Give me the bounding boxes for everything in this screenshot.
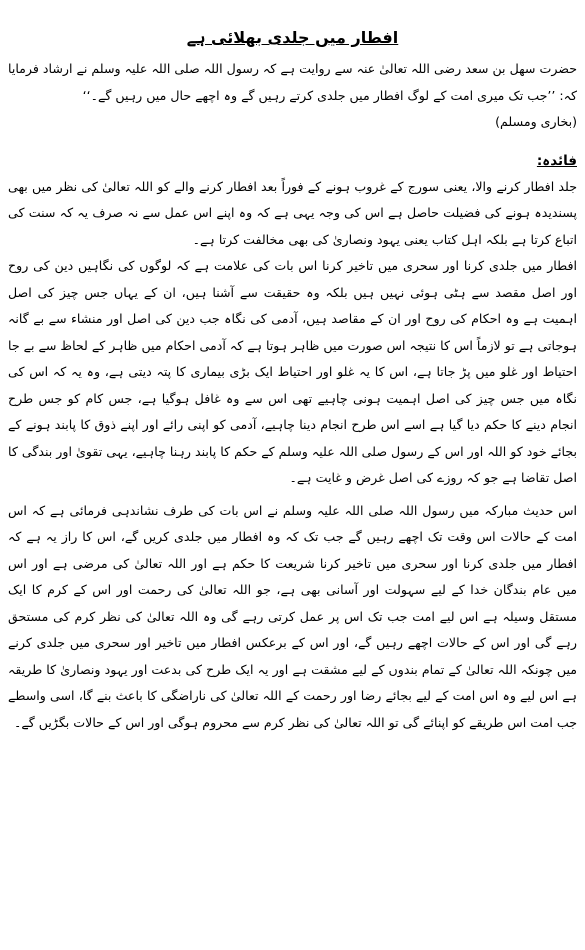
paragraph-1: جلد افطار کرنے والا، یعنی سورج کے غروب ہونے کے فوراً بعد افطار کرنے والے کو اللہ تعالیٰ کی نظر میں بھی پسندیدہ ہونے کی فضیلت حاصل ہے اس کی وجہ یہی ہے کہ وہ اپنے اس عمل سے نہ صرف یہ کہ سنت کی اتباع کرتا ہے بلکہ اہل کتاب یعنی یہود ونصاریٰ کی بھی مخالفت کرتا ہے۔ [8, 178, 577, 247]
hadith-reference: (بخاری ومسلم) [495, 114, 577, 129]
hadith-text: حضرت سھل بن سعد رضی اللہ تعالیٰ عنہ سے روایت ہے کہ رسول اللہ صلی اللہ علیہ وسلم نے ارشاد فرمایا کہ: ’’جب تک میری امت کے لوگ افطار میں جلدی کرتے رہیں گے وہ اچھے حال میں رہیں گے۔‘‘ [8, 61, 577, 103]
faida-heading: فائدہ: [536, 152, 577, 169]
paragraph-3: اس حدیث مبارکہ میں رسول اللہ صلی اللہ علیہ وسلم نے اس بات کی طرف نشاندہی فرمائی ہے کہ اس امت کے حالات اس وقت تک اچھے رہیں گے جب تک کہ وہ افطار میں جلدی کریں گے، اس کا راز یہ ہے کہ افطار میں جلدی کرنا اور سحری میں تاخیر کرنا شریعت کا حکم ہے اور اللہ تعالیٰ کی مرضی ہے اور اس میں عام بندگان خدا کے لیے سہولت اور آسانی بھی ہے، جو اللہ تعالیٰ کی رحمت اور اس کے کرم کا ایک مستقل وسیلہ ہے اس لیے امت جب تک اس پر عمل کرتی رہے گی وہ اللہ تعالیٰ کی نظر کرم کی مستحق رہے گی اور اس کے حالات اچھے رہیں گے، اور اس کے برعکس افطار میں تاخیر اور سحری میں جلدی کرنے میں چونکہ اللہ تعالیٰ کے تمام بندوں کے لیے مشقت ہے اور یہ ایک طرح کی بدعت اور یہود ونصاریٰ کا طریقہ ہے اس لیے وہ اس امت کے لیے بجائے رضا اور رحمت کے اللہ تعالیٰ کی ناراضگی کا باعث بنے گا، اسی واسطے جب امت اس طریقے کو اپنائے گی تو اللہ تعالیٰ کی نظر کرم سے محروم ہوگی اور اس کے حالات بگڑیں گے۔ [8, 502, 577, 730]
paragraph-2: افطار میں جلدی کرنا اور سحری میں تاخیر کرنا اس بات کی علامت ہے کہ لوگوں کی نگاہیں دین کی روح اور اصل مقصد سے ہٹی ہوئی نہیں ہیں بلکہ وہ حقیقت سے آشنا ہیں، ان کے یہاں جس چیز کی اصل اہمیت ہے وہ احکام کی روح اور ان کے مقاصد ہیں، آدمی کی نگاہ جب دین کی اصل اور منشاء سے بے گانہ ہوجاتی ہے تو لازماً اس کا نتیجہ اس صورت میں ظاہر ہوتا ہے کہ آدمی احکام میں ظاہر کے لحاظ سے بے جا احتیاط اور غلو میں پڑ جاتا ہے، اس کا یہ غلو اور احتیاط ایک بڑی بیماری کا پتہ دیتی ہے، وہ یہ کہ اس کی نگاہ میں جس چیز کی اصل اہمیت ہونی چاہیے تھی اس سے وہ غافل ہوگیا ہے، جس کام کو جس طرح انجام دینے کا حکم دیا گیا ہے اسے اس طرح انجام دینا چاہیے، آدمی کو اپنی رائے اور اپنے ذوق کا پابند ہونے کے بجائے خود کو اللہ اور اس کے رسول صلی اللہ علیہ وسلم کے حکم کا پابند رہنا چاہیے، یہی تقویٰ اور بندگی کا اصل تقاضا ہے جو کہ روزے کی اصل غرض و غایت ہے۔ [7, 258, 577, 485]
page-title: افطار میں جلدی بھلائی ہے [186, 28, 399, 47]
